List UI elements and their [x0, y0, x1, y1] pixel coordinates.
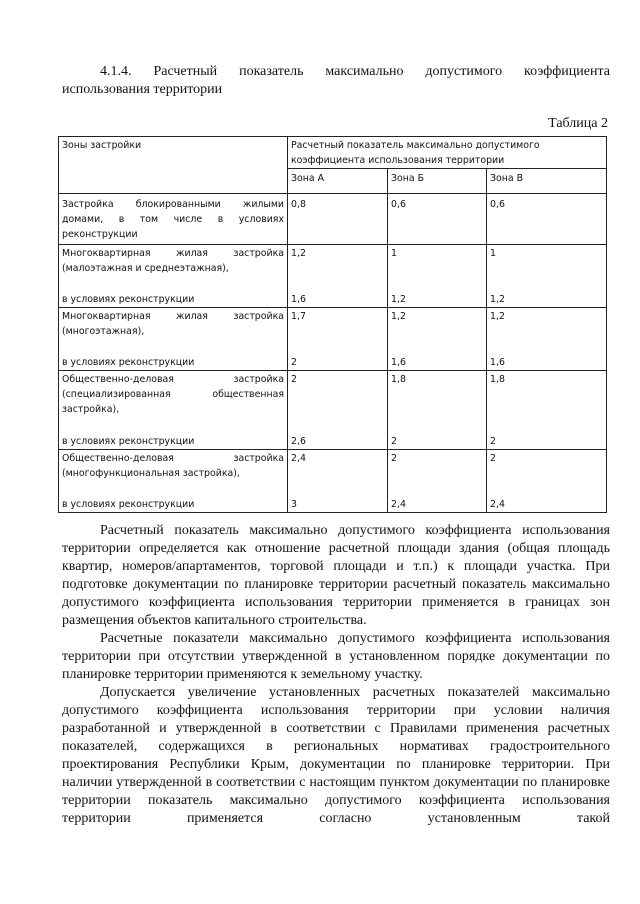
header-indicator-cell: [288, 137, 607, 169]
zone-cell: [59, 194, 288, 245]
zone-cell: [59, 371, 288, 450]
zone-sub-label: в условиях реконструкции: [62, 357, 195, 368]
value-zone-v: [487, 245, 607, 308]
table-row: [59, 450, 607, 513]
value-base: 2,4: [291, 453, 306, 464]
value-reconstruction: 1,2: [391, 294, 406, 305]
value-zone-a: 0,8: [288, 194, 388, 245]
section-heading: [62, 63, 610, 99]
value-zone-a: [288, 308, 388, 371]
value-base: 2: [490, 453, 496, 464]
zone-cell: [59, 245, 288, 308]
value-base: 1: [391, 248, 397, 259]
zone-name: Многоквартирная жилая застройка (многоэтажная),: [62, 311, 284, 337]
value-zone-v: [487, 371, 607, 450]
table-caption: Таблица 2: [548, 116, 608, 131]
value-base: 1,2: [291, 248, 306, 259]
zone-name: Общественно-деловая застройка (многофункциональная застройка),: [62, 453, 284, 479]
zone-sub-label: в условиях реконструкции: [62, 294, 195, 305]
zone-sub-label: в условиях реконструкции: [62, 499, 195, 510]
value-reconstruction: 2,4: [391, 499, 406, 510]
zone-sub-label: в условиях реконструкции: [62, 436, 195, 447]
value-zone-b: [388, 245, 487, 308]
value-reconstruction: 1,2: [490, 294, 505, 305]
value-base: 1,2: [391, 311, 406, 322]
value-zone-v: [487, 308, 607, 371]
value-reconstruction: 1,6: [291, 294, 306, 305]
value-base: 2: [391, 453, 397, 464]
value-zone-b: [388, 371, 487, 450]
table-row: [59, 371, 607, 450]
header-zones-label: Зоны застройки: [62, 140, 142, 151]
header-zone-v: Зона В: [487, 169, 607, 194]
header-zones-cell: [59, 137, 288, 194]
table-row: [59, 194, 607, 245]
value-zone-v: 0,6: [487, 194, 607, 245]
value-zone-b: 0,6: [388, 194, 487, 245]
value-reconstruction: 3: [291, 499, 297, 510]
value-zone-v: [487, 450, 607, 513]
value-base: 2: [291, 374, 297, 385]
value-zone-b: [388, 450, 487, 513]
value-base: 1,8: [391, 374, 406, 385]
value-reconstruction: 2,4: [490, 499, 505, 510]
section-heading-line2: использования территории: [62, 82, 223, 97]
value-reconstruction: 2: [391, 436, 397, 447]
value-reconstruction: 1,6: [490, 357, 505, 368]
body-text: [62, 522, 610, 828]
paragraph: Допускается увеличение установленных расчетных показателей максимально допустимого коэффициента использования территории при условии наличия разработанной и утвержденной в соответствии с Правилами применения расчетных показателей, содержащихся в региональных нормативах градостроительного проектирования Республики Крым, документации по планировке территории. При наличии утвержденной в соответствии с настоящим пунктом документации по планировке территории показатель максимально допустимого коэффициента использования территории применяется согласно установленным такой: [62, 685, 610, 826]
header-zone-a: Зона А: [288, 169, 388, 194]
zone-cell: [59, 308, 288, 371]
value-reconstruction: 1,6: [391, 357, 406, 368]
coefficient-table: [58, 136, 607, 513]
value-zone-a: [288, 371, 388, 450]
table-header-row: [59, 137, 607, 169]
value-zone-b: [388, 308, 487, 371]
paragraph: Расчетный показатель максимально допустимого коэффициента использования территории определяется как отношение расчетной площади здания (общая площадь квартир, номеров/апартаментов, торговой площади и т.п.) к площади участка. При подготовке документации по планировке территории расчетный показатель максимально допустимого коэффициента использования территории применяется в границах зон размещения объектов капитального строительства.: [62, 523, 610, 628]
value-zone-a: [288, 245, 388, 308]
value-base: 1,8: [490, 374, 505, 385]
value-zone-a: [288, 450, 388, 513]
value-reconstruction: 2: [490, 436, 496, 447]
zone-name: Общественно-деловая застройка (специализированная общественная застройка),: [62, 374, 284, 415]
zone-cell: [59, 450, 288, 513]
value-base: 1,7: [291, 311, 306, 322]
value-reconstruction: 2: [291, 357, 297, 368]
table-row: [59, 245, 607, 308]
zone-name: Застройка блокированными жилыми домами, в том числе в условиях реконструкции: [62, 199, 284, 240]
section-heading-line1: 4.1.4. Расчетный показатель максимально допустимого коэффициента: [100, 64, 610, 79]
value-base: 1: [490, 248, 496, 259]
zone-name: Многоквартирная жилая застройка (малоэтажная и среднеэтажная),: [62, 248, 284, 274]
header-zone-b: Зона Б: [388, 169, 487, 194]
value-reconstruction: 2,6: [291, 436, 306, 447]
header-indicator-label: Расчетный показатель максимально допустимого коэффициента использования территории: [291, 140, 540, 166]
table-row: [59, 308, 607, 371]
paragraph: Расчетные показатели максимально допустимого коэффициента использования территории при отсутствии утвержденной в установленном порядке документации по планировке территории применяются к земельному участку.: [62, 631, 610, 682]
value-base: 1,2: [490, 311, 505, 322]
